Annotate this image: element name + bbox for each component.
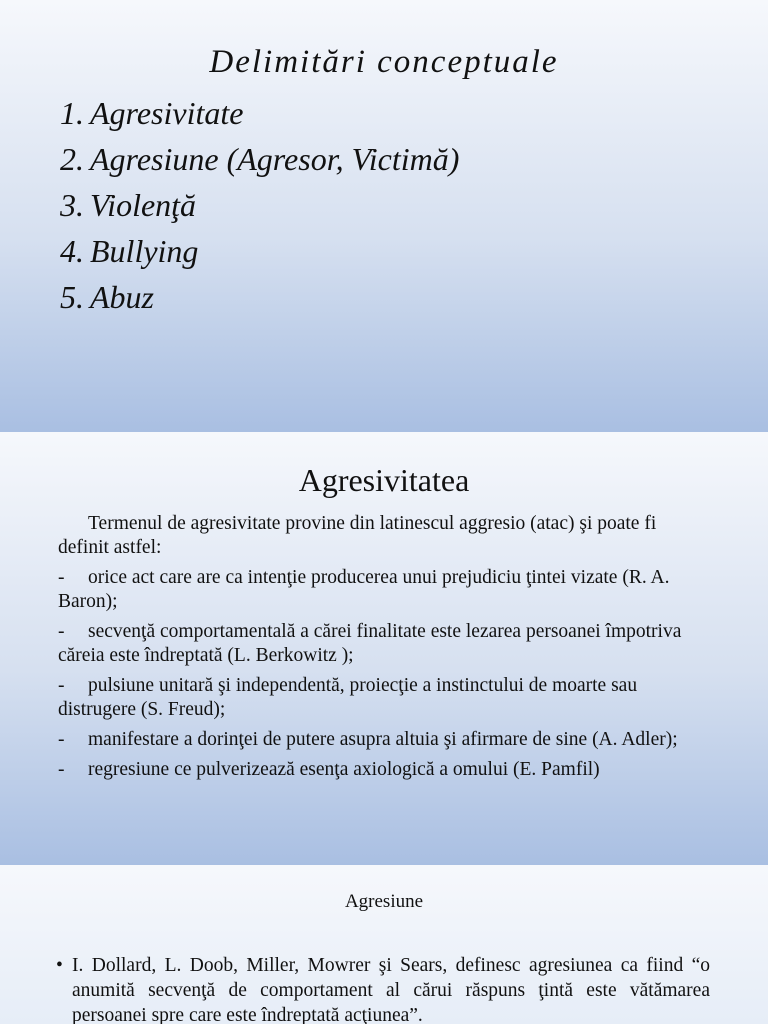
definition-text: orice act care are ca intenţie producerea unui prejudiciu ţintei vizate (R. A. Baron); xyxy=(58,567,670,612)
dash-marker: - xyxy=(58,729,65,750)
definition-item xyxy=(58,674,710,722)
definition-text: manifestare a dorinţei de putere asupra altuia şi afirmare de sine (A. Adler); xyxy=(88,729,678,750)
slide-2 xyxy=(0,432,768,865)
concept-label: Bullying xyxy=(90,233,199,269)
definition-item xyxy=(58,566,710,614)
definition-text: secvenţă comportamentală a cărei finalitate este lezarea persoanei împotriva căreia este îndreptată (L. Berkowitz ); xyxy=(58,621,682,666)
concept-item xyxy=(60,182,459,228)
dash-marker: - xyxy=(58,675,65,696)
concept-label: Agresivitate xyxy=(90,95,244,131)
definition-item xyxy=(58,620,710,668)
concept-number: 4. xyxy=(60,233,84,269)
concept-label: Agresiune (Agresor, Victimă) xyxy=(90,141,460,177)
concept-item xyxy=(60,228,459,274)
definition-text: regresiune ce pulverizează esenţa axiologică a omului (E. Pamfil) xyxy=(88,759,600,780)
bullet-item xyxy=(58,953,710,1024)
bullet-icon: • xyxy=(56,955,63,976)
slide-3-title: Agresiune xyxy=(344,891,424,912)
dash-marker: - xyxy=(58,621,65,642)
definition-item xyxy=(58,728,710,752)
concept-number: 1. xyxy=(60,95,84,131)
slide-1 xyxy=(0,0,768,432)
dash-marker: - xyxy=(58,567,65,588)
concept-number: 3. xyxy=(60,187,84,223)
concept-list xyxy=(60,90,459,320)
slide-1-title: Delimitări conceptuale xyxy=(209,44,559,80)
definition-item xyxy=(58,758,710,782)
slide-2-title: Agresivitatea xyxy=(298,462,470,498)
bullet-text: I. Dollard, L. Doob, Miller, Mowrer şi Sears, definesc agresiunea ca fiind “o anumită secvenţă de comportament al cărui răspuns ţintă este vătămarea persoanei spre care este îndreptată acţiunea”. xyxy=(72,955,710,1024)
dash-marker: - xyxy=(58,759,65,780)
intro-paragraph: Termenul de agresivitate provine din latinescul aggresio (atac) şi poate fi definit astfel: xyxy=(58,513,657,558)
concept-number: 2. xyxy=(60,141,84,177)
concept-label: Abuz xyxy=(90,279,154,315)
concept-item xyxy=(60,274,459,320)
concept-item xyxy=(60,136,459,182)
definition-text: pulsiune unitară şi independentă, proiecţie a instinctului de moarte sau distrugere (S. Freud); xyxy=(58,675,638,720)
concept-item xyxy=(60,90,459,136)
concept-label: Violenţă xyxy=(90,187,197,223)
slide-3 xyxy=(0,865,768,1024)
concept-number: 5. xyxy=(60,279,84,315)
slide-2-body xyxy=(58,512,710,788)
